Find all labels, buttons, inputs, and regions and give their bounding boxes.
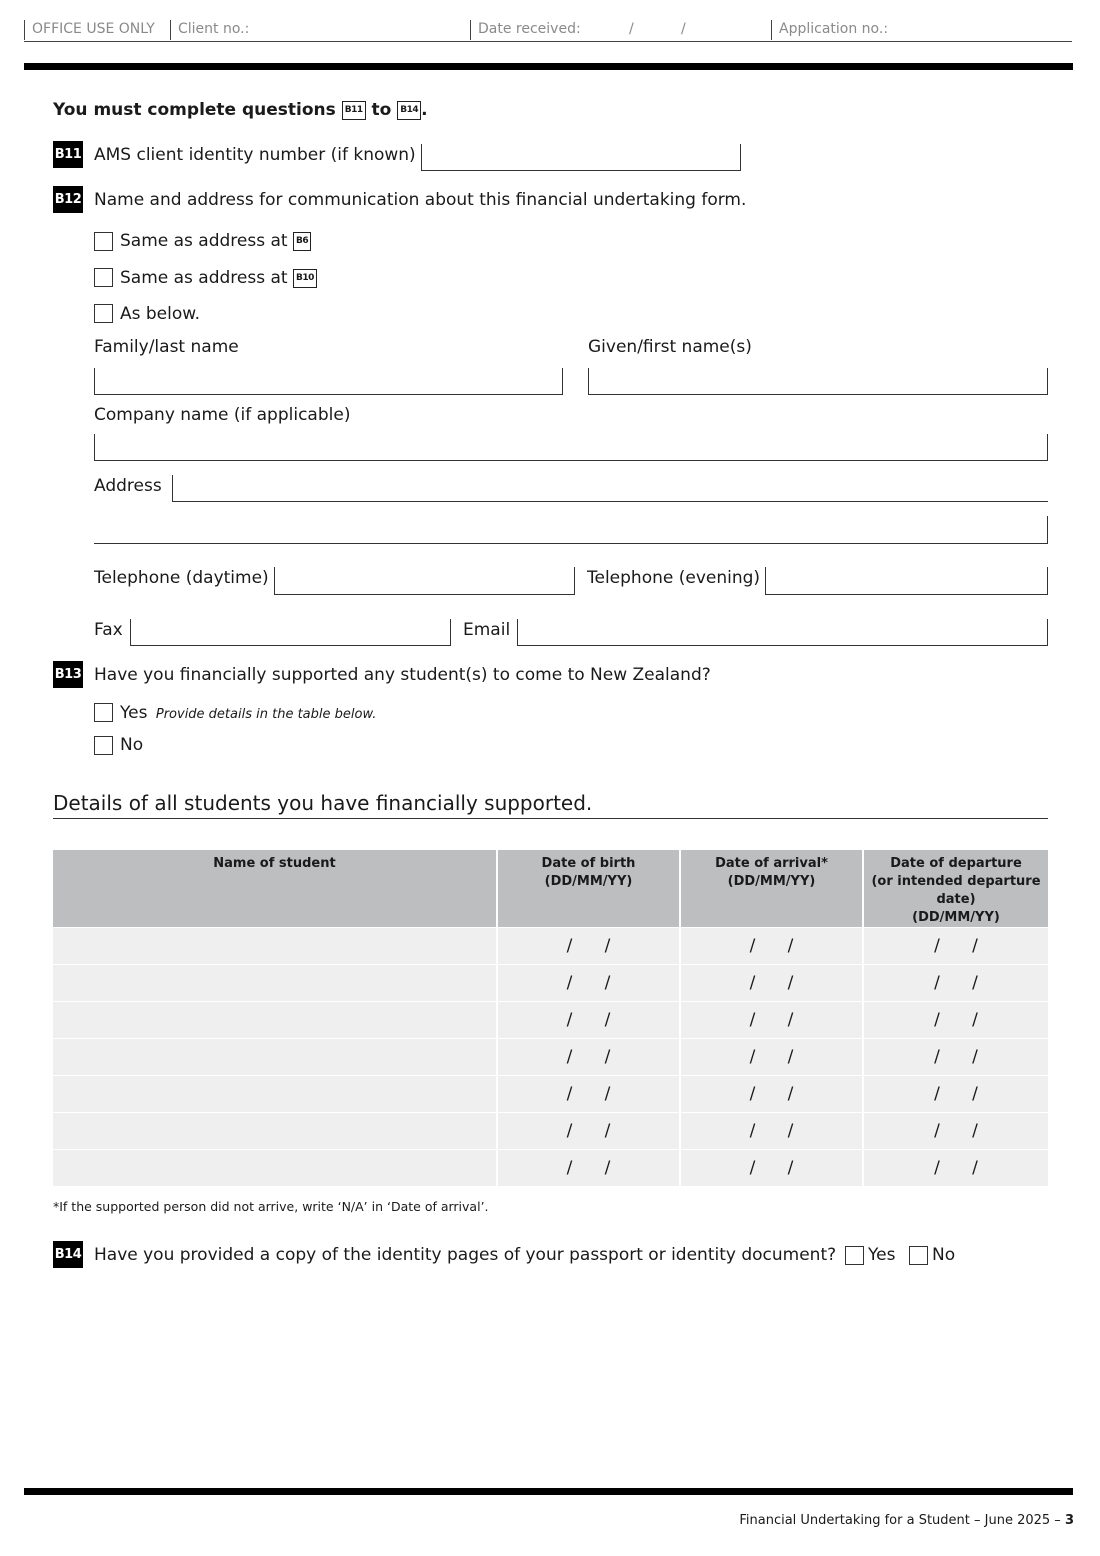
b12-label: Name and address for communication about this financial undertaking form. [94, 190, 747, 210]
date-separator: / [934, 973, 940, 993]
intro-instruction: You must complete questions B11 to B14 . [53, 100, 428, 120]
departure-date-cell[interactable] [864, 964, 1048, 1001]
col-header-name: Name of student [53, 850, 498, 927]
tel-evening-label: Telephone (evening) [587, 568, 761, 588]
ams-client-id-field[interactable] [421, 144, 741, 171]
table-row [53, 927, 1048, 964]
ref-box-b11: B11 [342, 101, 366, 120]
date-separator: / [787, 973, 794, 993]
date-separator: / [787, 1158, 794, 1178]
footnote: *If the supported person did not arrive, write ‘N/A’ in ‘Date of arrival’. [53, 1199, 489, 1214]
date-separator: / [604, 1121, 611, 1141]
table-row [53, 964, 1048, 1001]
address-field-line-2[interactable] [94, 516, 1048, 544]
table-row [53, 1112, 1048, 1149]
dob-date-cell[interactable] [498, 1112, 681, 1149]
date-separator: / [972, 1047, 978, 1067]
date-separator: / [749, 1158, 756, 1178]
students-table [53, 850, 1048, 1186]
same-as-b6-label: Same as address at B6 [120, 230, 311, 252]
address-field-line-1[interactable] [172, 475, 1048, 502]
date-separator: / [604, 1010, 611, 1030]
b14-no-label: No [932, 1245, 956, 1265]
arrival-date-cell[interactable] [681, 1149, 864, 1186]
date-sep-1: / [629, 21, 634, 37]
date-separator: / [934, 1084, 940, 1104]
departure-date-cell[interactable] [864, 927, 1048, 964]
date-separator: / [749, 1010, 756, 1030]
page-number: 3 [1064, 1513, 1074, 1528]
as-below-checkbox[interactable] [94, 304, 113, 323]
dob-date-cell[interactable] [498, 1038, 681, 1075]
date-separator: / [749, 1084, 756, 1104]
b13-no-checkbox[interactable] [94, 736, 113, 755]
table-row [53, 1149, 1048, 1186]
b14-yes-label: Yes [868, 1245, 896, 1265]
given-name-label: Given/first name(s) [588, 337, 752, 357]
tel-daytime-field[interactable] [274, 567, 575, 595]
section-rule [53, 818, 1048, 819]
student-name-cell[interactable] [53, 1075, 498, 1112]
date-separator: / [566, 1047, 573, 1067]
company-name-field[interactable] [94, 434, 1048, 461]
date-separator: / [749, 1047, 756, 1067]
bottom-rule [24, 1488, 1073, 1495]
question-badge-b12: B12 [53, 186, 83, 213]
ref-box-b14: B14 [397, 101, 421, 120]
ref-box-b10: B10 [293, 269, 317, 288]
b13-label: Have you financially supported any student(s) to come to New Zealand? [94, 665, 711, 685]
address-label: Address [94, 476, 162, 496]
family-name-field[interactable] [94, 368, 563, 395]
dob-date-cell[interactable] [498, 927, 681, 964]
company-name-label: Company name (if applicable) [94, 405, 351, 425]
page-footer [739, 1512, 1074, 1530]
dob-date-cell[interactable] [498, 1075, 681, 1112]
office-use-label: OFFICE USE ONLY [24, 20, 155, 40]
tel-evening-field[interactable] [765, 567, 1048, 595]
client-no-label: Client no.: [170, 20, 249, 40]
tel-daytime-label: Telephone (daytime) [94, 568, 269, 588]
same-as-b10-checkbox[interactable] [94, 268, 113, 287]
col-header-departure: Date of departure (or intended departure date) (DD/MM/YY) [864, 850, 1048, 927]
b13-yes-checkbox[interactable] [94, 703, 113, 722]
b14-yes-checkbox[interactable] [845, 1246, 864, 1265]
footer-title: Financial Undertaking for a Student – June 2025 – [739, 1513, 1061, 1528]
date-separator: / [604, 1158, 611, 1178]
arrival-date-cell[interactable] [681, 1112, 864, 1149]
date-separator: / [972, 1158, 978, 1178]
student-name-cell[interactable] [53, 1001, 498, 1038]
date-separator: / [749, 973, 756, 993]
date-sep-2: / [681, 21, 686, 37]
b13-no-label: No [120, 735, 144, 755]
date-separator: / [787, 1084, 794, 1104]
dob-date-cell[interactable] [498, 1149, 681, 1186]
departure-date-cell[interactable] [864, 1149, 1048, 1186]
same-as-b10-label: Same as address at B10 [120, 267, 317, 289]
same-as-b6-checkbox[interactable] [94, 232, 113, 251]
date-received-label: Date received: / / [470, 20, 581, 40]
date-separator: / [934, 1121, 940, 1141]
date-separator: / [972, 1084, 978, 1104]
date-separator: / [787, 1121, 794, 1141]
top-rule [24, 63, 1073, 70]
arrival-date-cell[interactable] [681, 927, 864, 964]
date-separator: / [566, 1084, 573, 1104]
arrival-date-cell[interactable] [681, 1001, 864, 1038]
date-separator: / [749, 936, 756, 956]
student-name-cell[interactable] [53, 1038, 498, 1075]
date-separator: / [604, 1047, 611, 1067]
table-row [53, 1001, 1048, 1038]
date-separator: / [604, 1084, 611, 1104]
departure-date-cell[interactable] [864, 1075, 1048, 1112]
date-separator: / [934, 1047, 940, 1067]
arrival-date-cell[interactable] [681, 1038, 864, 1075]
date-separator: / [787, 1010, 794, 1030]
date-separator: / [972, 973, 978, 993]
date-separator: / [566, 973, 573, 993]
email-label: Email [463, 620, 511, 640]
b14-label: Have you provided a copy of the identity pages of your passport or identity document? [94, 1245, 837, 1265]
arrival-date-cell[interactable] [681, 1075, 864, 1112]
b11-label: AMS client identity number (if known) [94, 145, 416, 165]
b14-no-checkbox[interactable] [909, 1246, 928, 1265]
departure-date-cell[interactable] [864, 1112, 1048, 1149]
date-separator: / [566, 1121, 573, 1141]
student-name-cell[interactable] [53, 927, 498, 964]
date-separator: / [566, 1010, 573, 1030]
as-below-label: As below. [120, 304, 201, 324]
departure-date-cell[interactable] [864, 1001, 1048, 1038]
date-separator: / [972, 936, 978, 956]
fax-label: Fax [94, 620, 123, 640]
student-name-cell[interactable] [53, 964, 498, 1001]
student-name-cell[interactable] [53, 1149, 498, 1186]
date-separator: / [934, 1010, 940, 1030]
question-badge-b11: B11 [53, 141, 83, 168]
office-use-header [24, 18, 1072, 42]
date-separator: / [566, 1158, 573, 1178]
date-separator: / [934, 1158, 940, 1178]
table-header-row [53, 850, 1048, 927]
date-separator: / [972, 1121, 978, 1141]
col-header-dob: Date of birth (DD/MM/YY) [498, 850, 681, 927]
given-name-field[interactable] [588, 368, 1048, 395]
family-name-label: Family/last name [94, 337, 239, 357]
date-separator: / [566, 936, 573, 956]
table-row [53, 1038, 1048, 1075]
ref-box-b6: B6 [293, 232, 311, 251]
date-separator: / [604, 973, 611, 993]
date-separator: / [787, 1047, 794, 1067]
dob-date-cell[interactable] [498, 1001, 681, 1038]
date-separator: / [749, 1121, 756, 1141]
departure-date-cell[interactable] [864, 1038, 1048, 1075]
section-title: Details of all students you have financially supported. [53, 791, 593, 815]
email-field[interactable] [517, 619, 1048, 646]
table-row [53, 1075, 1048, 1112]
col-header-arrival: Date of arrival* (DD/MM/YY) [681, 850, 864, 927]
date-separator: / [787, 936, 794, 956]
application-no-label: Application no.: [771, 20, 888, 40]
question-badge-b13: B13 [53, 661, 83, 688]
question-badge-b14: B14 [53, 1241, 83, 1268]
date-separator: / [934, 936, 940, 956]
arrival-date-cell[interactable] [681, 964, 864, 1001]
date-separator: / [604, 936, 611, 956]
b13-yes-note: Provide details in the table below. [155, 707, 377, 722]
b13-yes-label: Yes Provide details in the table below. [120, 703, 377, 723]
fax-field[interactable] [130, 619, 451, 646]
student-name-cell[interactable] [53, 1112, 498, 1149]
date-separator: / [972, 1010, 978, 1030]
dob-date-cell[interactable] [498, 964, 681, 1001]
